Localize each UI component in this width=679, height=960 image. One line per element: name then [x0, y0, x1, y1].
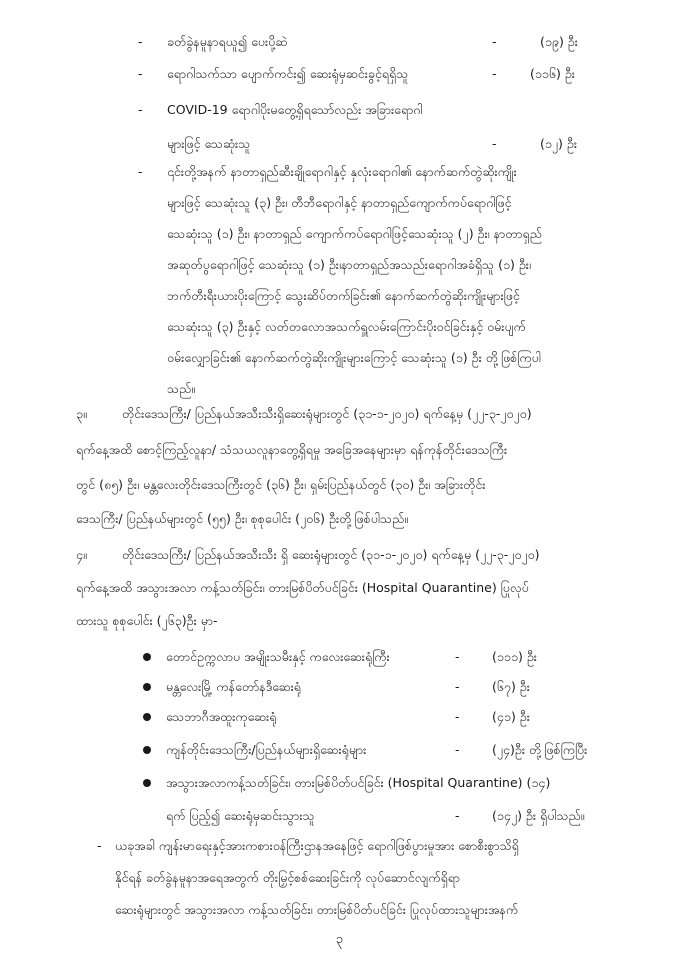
dash-marker: - [138, 164, 143, 179]
paragraph-line: ဆေးရုံများတွင် အသွားအလာ ကန့်သတ်ခြင်း၊ တားမြစ်ပိတ်ပင်ခြင်း ပြုလုပ်ထားသူများအနက် [115, 902, 519, 917]
item-separator: - [455, 649, 460, 664]
item-separator: - [492, 66, 497, 81]
paragraph-line: များဖြင့် သေဆုံးသူ (၃) ဦး၊ တီဘီရောဂါနှင့် နာတာရှည်ကျောက်ကပ်ရောဂါဖြင့် [167, 195, 512, 210]
item-separator: - [492, 34, 497, 49]
paragraph-line: တိုင်းဒေသကြီး/ ပြည်နယ်အသီးသီး ရှိ ဆေးရုံများတွင် (၃၁-၁-၂၀၂၀) ရက်နေ့မှ (၂၂-၃-၂၀၂၀) [122, 547, 540, 562]
paragraph-line: ဒေသကြီး/ ပြည်နယ်များတွင် (၅၅) ဦး၊ စုစုပေါင်း (၂၀၆) ဦးတို့ဖြစ်ပါသည်။ [76, 511, 408, 526]
paragraph-line: ဘက်တီးရီးယားပိုးကြောင့် သွေးဆိပ်တက်ခြင်း၏ နောက်ဆက်တွဲဆိုးကျိုးများဖြင့် [167, 288, 520, 303]
dash-marker: - [138, 66, 143, 81]
paragraph-line: သေဆုံးသူ (၃) ဦးနှင့် လတ်တလောအသက်ရှူလမ်းကြောင်းပိုးဝင်ခြင်းနှင့် ဝမ်းပျက် [167, 319, 526, 334]
item-label: ခတ်ခွဲနမူနာရယူ၍ ပေးပို့ဆဲ [167, 34, 288, 49]
item-label: မန္တလေးမြို့ ကန်တော်နဒီဆေးရုံ [166, 679, 301, 694]
paragraph-line: ဝမ်းလျှောခြင်း၏ နောက်ဆက်တွဲဆိုးကျိုးများကြောင့် သေဆုံးသူ (၁) ဦး တို့ဖြစ်ကြပါ [167, 350, 541, 365]
section-number: ၃။ [76, 406, 87, 421]
paragraph-line: သည်။ [167, 381, 195, 396]
item-value: (၁၉) ဦး [540, 34, 578, 49]
paragraph-line: တိုင်းဒေသကြီး/ ပြည်နယ်အသီးသီးရှိဆေးရုံများတွင် (၃၁-၁-၂၀၂၀) ရက်နေ့မှ (၂၂-၃-၂၀၂၀) [122, 406, 532, 421]
paragraph-line: နိုင်ရန် ခတ်ခွဲနမူနာအရေအတွက် တိုးမြှင့်စစ်ဆေးခြင်းကို လုပ်ဆောင်လျက်ရှိရာ [115, 870, 461, 885]
item-label: အသွားအလာကန့်သတ်ခြင်း၊ တားမြစ်ပိတ်ပင်ခြင်း (Hospital Quarantine) (၁၄) [166, 775, 551, 790]
bullet-marker [143, 713, 151, 721]
item-value: (၄၁) ဦး [492, 709, 530, 724]
paragraph-line: ရက်နေ့အထိ စောင့်ကြည့်လူနာ/ သံသယလူနာတွေ့ရှိရမှု အခြေအနေများမှာ ရန်ကုန်တိုင်းဒေသကြီး [76, 442, 508, 457]
item-value: (၂၄)ဦး တို့ဖြစ်ကြပြီး [492, 742, 588, 757]
item-label: ကျန်တိုင်းဒေသကြီး/ပြည်နယ်များရှိဆေးရုံများ [166, 742, 367, 757]
dash-marker: - [138, 102, 143, 117]
item-separator: - [455, 808, 460, 823]
item-label: ရက် ပြည့်၍ ဆေးရုံမှဆင်းသွားသူ [166, 808, 315, 823]
item-value: (၁၄၂) ဦး ရှိပါသည်။ [492, 808, 585, 823]
item-label: များဖြင့် သေဆုံးသူ [167, 136, 251, 151]
item-value: (၁၂) ဦး [540, 136, 578, 151]
paragraph-line: ယခုအခါ ကျန်းမာရေးနှင့်အားကစားဝန်ကြီးဌာနအနေဖြင့် ရောဂါဖြစ်ပွားမှုအား စောစီးစွာသိရှိ [115, 838, 519, 853]
item-separator: - [455, 742, 460, 757]
bullet-marker [143, 746, 151, 754]
item-label: ရောဂါသက်သာ ပျောက်ကင်း၍ ဆေးရုံမှဆင်းခွင့်ရရှိသူ [167, 66, 409, 81]
item-value: (၆၇) ဦး [492, 679, 530, 694]
item-label: သေဘာဂီအထူးကုဆေးရုံ [166, 709, 277, 724]
item-separator: - [492, 136, 497, 151]
item-value: (၁၁၁) ဦး [492, 649, 537, 664]
paragraph-line: အဆုတ်ပွရောဂါဖြင့် သေဆုံးသူ (၁) ဦး၊နာတာရှည်အသည်းရောဂါအခံရှိသူ (၁) ဦး၊ [167, 257, 531, 272]
dash-marker: - [97, 838, 102, 853]
paragraph-line: ၎င်းတို့အနက် နာတာရှည်ဆီးချိုရောဂါနှင့် နှလုံးရောဂါ၏ နောက်ဆက်တွဲဆိုးကျိုး [167, 164, 517, 179]
dash-marker: - [138, 34, 143, 49]
page-number: ၃ [335, 932, 344, 947]
paragraph-line: တွင် (၈၅) ဦး၊ မန္တလေးတိုင်းဒေသကြီးတွင် (၃၆) ဦး၊ ရှမ်းပြည်နယ်တွင် (၃၀) ဦး၊ အခြားတိုင်း [76, 477, 486, 492]
bullet-marker [143, 683, 151, 691]
paragraph-line: ရက်နေ့အထိ အသွားအလာ ကန့်သတ်ခြင်း၊ တားမြစ်ပိတ်ပင်ခြင်း (Hospital Quarantine) ပြုလုပ် [76, 580, 529, 595]
item-separator: - [455, 709, 460, 724]
paragraph-line: ထားသူ စုစုပေါင်း (၂၆၃)ဦး မှာ- [76, 613, 218, 628]
item-label: COVID-19 ရောဂါပိုးမတွေ့ရှိရသော်လည်း အခြားရောဂါ [167, 102, 423, 117]
item-label: တောင်ဥက္ကလာပ အမျိုးသမီးနှင့် ကလေးဆေးရုံကြီး [166, 649, 390, 664]
section-number: ၄။ [76, 547, 87, 562]
item-value: (၁၁၆) ဦး [530, 66, 575, 81]
item-separator: - [455, 679, 460, 694]
bullet-marker [143, 653, 151, 661]
paragraph-line: သေဆုံးသူ (၁) ဦး၊ နာတာရှည် ကျောက်ကပ်ရောဂါဖြင့်သေဆုံးသူ (၂) ဦး၊ နာတာရှည် [167, 226, 542, 241]
bullet-marker [143, 779, 151, 787]
